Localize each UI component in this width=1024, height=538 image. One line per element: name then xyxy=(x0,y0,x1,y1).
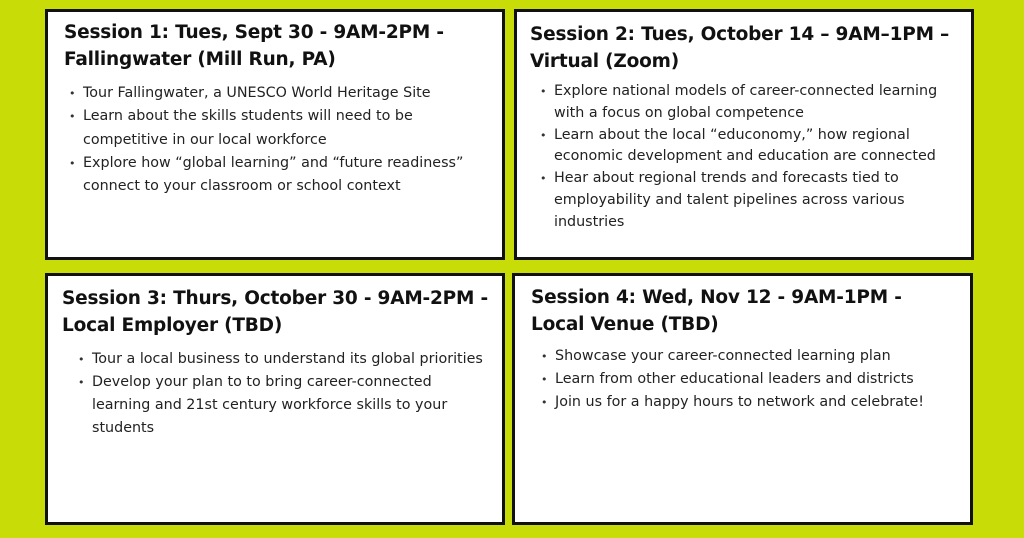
list-item: • Tour Fallingwater, a UNESCO World Heritage Site xyxy=(66,82,496,105)
list-item: • Explore how “global learning” and “future readiness” connect to your classroom or school context xyxy=(66,152,496,199)
list-item: • Hear about regional trends and forecasts tied to employability and talent pipelines across various industries xyxy=(537,168,957,233)
session-3-list xyxy=(75,348,485,440)
session-2-title: Session 2: Tues, October 14 – 9AM–1PM – Virtual (Zoom) xyxy=(530,24,950,72)
session-4-card xyxy=(512,273,973,525)
session-1-title: Session 1: Tues, Sept 30 - 9AM-2PM - Fallingwater (Mill Run, PA) xyxy=(64,22,444,70)
session-2-list xyxy=(537,81,957,234)
session-4-title: Session 4: Wed, Nov 12 - 9AM-1PM - Local Venue (TBD) xyxy=(531,287,902,335)
list-item: • Learn from other educational leaders and districts xyxy=(538,368,958,391)
session-3-title: Session 3: Thurs, October 30 - 9AM-2PM - Local Employer (TBD) xyxy=(62,288,488,336)
session-4-list xyxy=(538,345,958,414)
session-3-card xyxy=(45,273,505,525)
list-item: • Learn about the local “educonomy,” how regional economic development and education are connected xyxy=(537,125,957,169)
list-item: • Tour a local business to understand its global priorities xyxy=(75,348,485,371)
list-item: • Learn about the skills students will need to be competitive in our local workforce xyxy=(66,105,496,152)
list-item: • Showcase your career-connected learning plan xyxy=(538,345,958,368)
list-item: • Develop your plan to to bring career-connected learning and 21st century workforce skills to your students xyxy=(75,371,485,440)
session-1-list xyxy=(66,82,496,198)
session-1-card xyxy=(45,9,505,260)
list-item: • Join us for a happy hours to network and celebrate! xyxy=(538,391,958,414)
session-2-card xyxy=(514,9,974,260)
list-item: • Explore national models of career-connected learning with a focus on global competence xyxy=(537,81,957,125)
